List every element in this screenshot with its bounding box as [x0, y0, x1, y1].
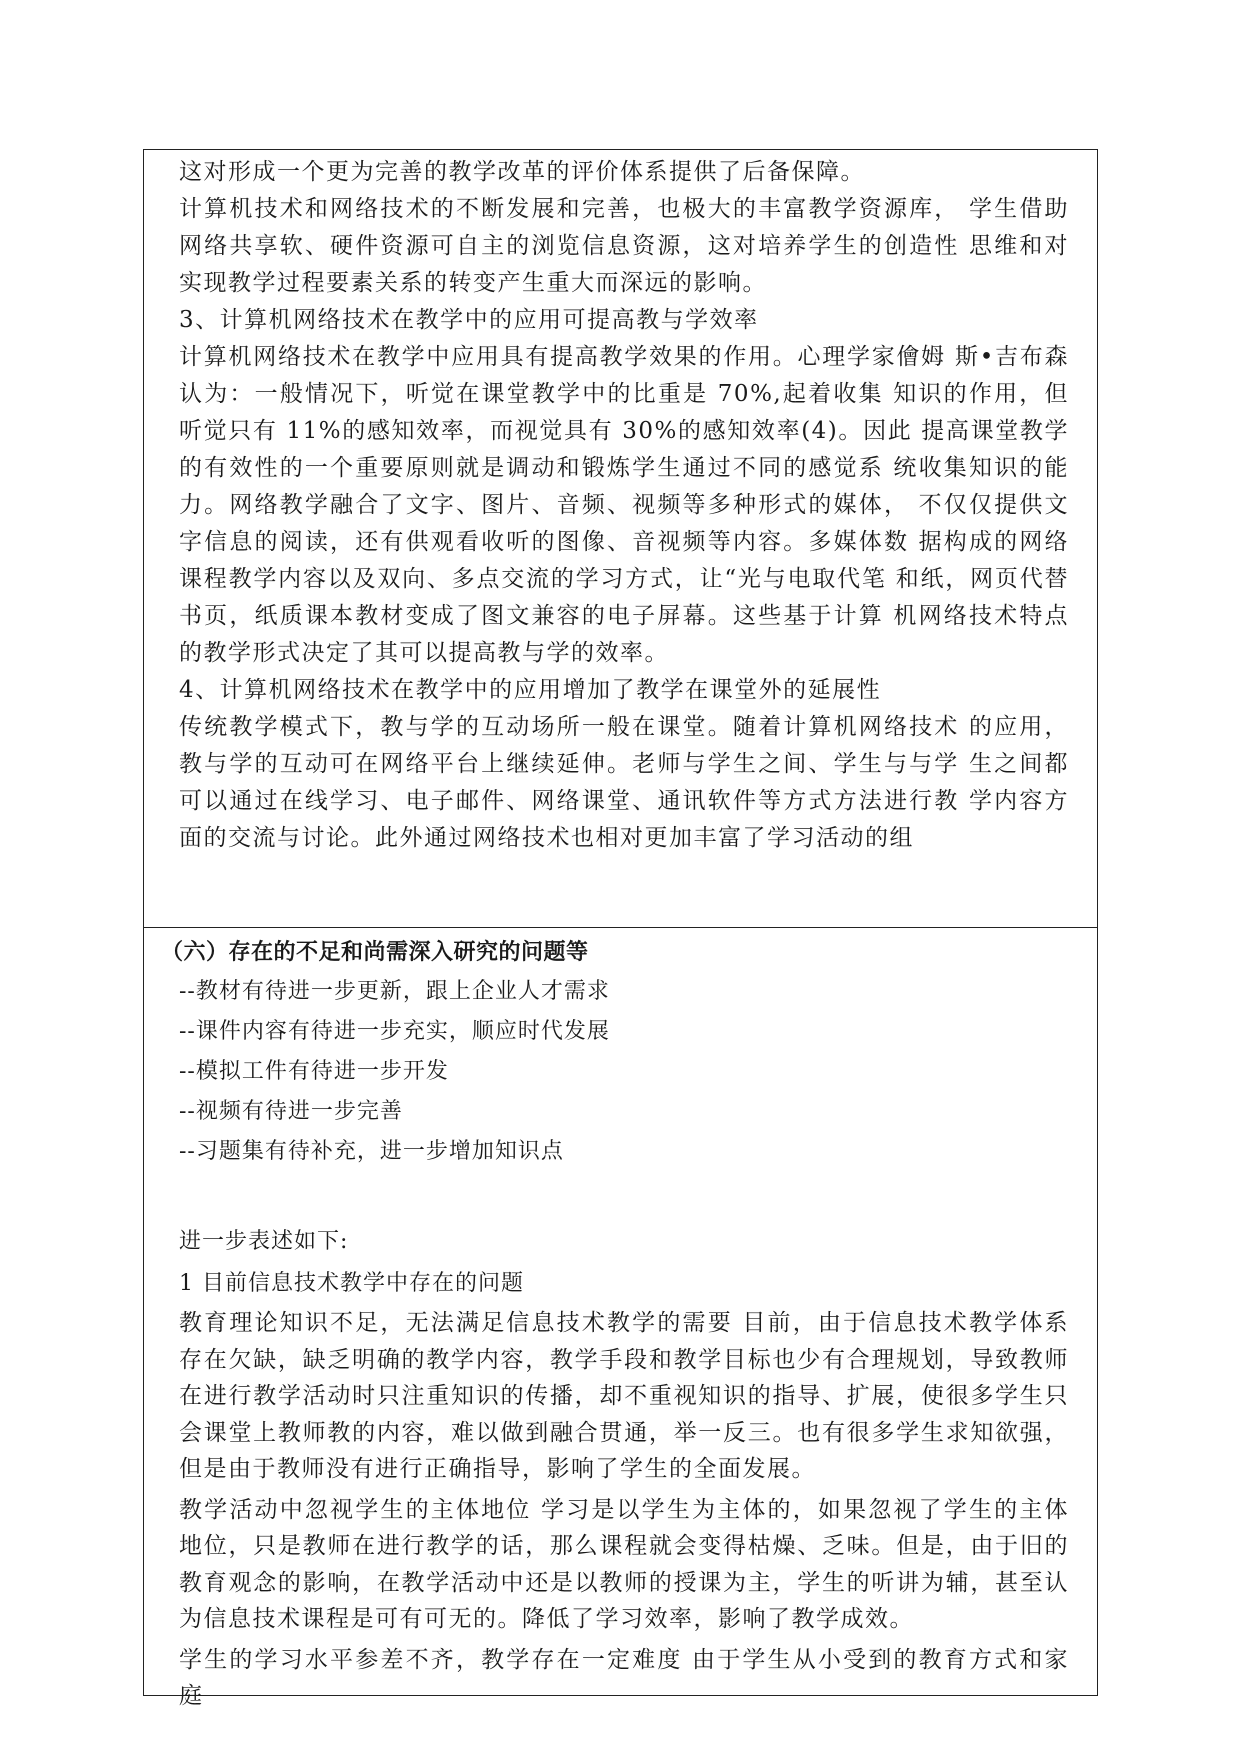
- upper-cell: [144, 150, 1097, 928]
- paragraph: 计算机网络技术在教学中应用具有提高教学效果的作用。心理学家儈姆 斯•吉布森认为：一般情况下，听觉在课堂教学中的比重是 70%,起着收集 知识的作用，但听觉只有 11%的感知效率，而视觉具有 30%的感知效率(4)。因此 提高课堂教学的有效性的一个重要原则就是调动和锻炼学生通过不同的感觉系 统收集知识的能力。网络教学融合了文字、图片、音频、视频等多种形式的媒体， 不仅仅提供文字信息的阅读，还有供观看收听的图像、音视频等内容。多媒体数 据构成的网络课程教学内容以及双向、多点交流的学习方式，让“光与电取代笔 和纸，网页代替书页，纸质课本教材变成了图文兼容的电子屏幕。这些基于计算 机网络技术特点的教学形式决定了其可以提高教与学的效率。: [179, 344, 1069, 666]
- lower-cell: [144, 934, 1097, 1221]
- document-table: [143, 149, 1098, 1709]
- upper-text: [179, 150, 1069, 857]
- list-item: --模拟工件有待进一步开发: [179, 1059, 449, 1084]
- paragraph: 教学活动中忽视学生的主体地位 学习是以学生为主体的，如果忽视了学生的主体地位，只是教师在进行教学的话，那么课程就会变得枯燥、乏味。但是，由于旧的教育观念的影响，在教学活动中还是以教师的授课为主，学生的听讲为辅，甚至认为信息技术课程是可有可无的。降低了学习效率，影响了教学成效。: [179, 1496, 1069, 1632]
- intro-text: 进一步表述如下:: [179, 1229, 349, 1254]
- subheading-4: 4、计算机网络技术在教学中的应用增加了教学在课堂外的延展性: [179, 677, 882, 703]
- subheading-3: 3、计算机网络技术在教学中的应用可提高教与学效率: [179, 307, 759, 333]
- paragraph: 这对形成一个更为完善的教学改革的评价体系提供了后备保障。: [179, 159, 865, 185]
- bullet-list: [179, 972, 1069, 1172]
- paragraph: 学生的学习水平参差不齐，教学存在一定难度 由于学生从小受到的教育方式和家庭: [179, 1646, 1069, 1709]
- problem-subheading: 1 目前信息技术教学中存在的问题: [179, 1271, 524, 1296]
- paragraph: 传统教学模式下，教与学的互动场所一般在课堂。随着计算机网络技术 的应用，教与学的互动可在网络平台上继续延伸。老师与学生之间、学生与与学 生之间都可以通过在线学习、电子邮件、网络课堂、通讯软件等方式方法进行教 学内容方面的交流与讨论。此外通过网络技术也相对更加丰富了学习活动的组: [179, 714, 1069, 851]
- list-item: --习题集有待补充，进一步增加知识点: [179, 1139, 564, 1164]
- list-item: --视频有待进一步完善: [179, 1099, 403, 1124]
- section-heading: （六）存在的不足和尚需深入研究的问题等: [161, 940, 589, 965]
- list-item: --课件内容有待进一步充实，顺应时代发展: [179, 1019, 610, 1044]
- lower-cell-continued: [144, 1221, 1097, 1709]
- paragraph: 计算机技术和网络技术的不断发展和完善，也极大的丰富教学资源库， 学生借助网络共享软、硬件资源可自主的浏览信息资源，这对培养学生的创造性 思维和对实现教学过程要素关系的转变产生重大而深远的影响。: [179, 196, 1069, 296]
- paragraph: 教育理论知识不足，无法满足信息技术教学的需要 目前，由于信息技术教学体系存在欠缺，缺乏明确的教学内容，教学手段和教学目标也少有合理规划，导致教师在进行教学活动时只注重知识的传播，却不重视知识的指导、扩展，使很多学生只会课堂上教师教的内容，难以做到融合贯通，举一反三。也有很多学生求知欲强，但是由于教师没有进行正确指导，影响了学生的全面发展。: [179, 1310, 1069, 1482]
- list-item: --教材有待进一步更新，跟上企业人才需求: [179, 979, 610, 1004]
